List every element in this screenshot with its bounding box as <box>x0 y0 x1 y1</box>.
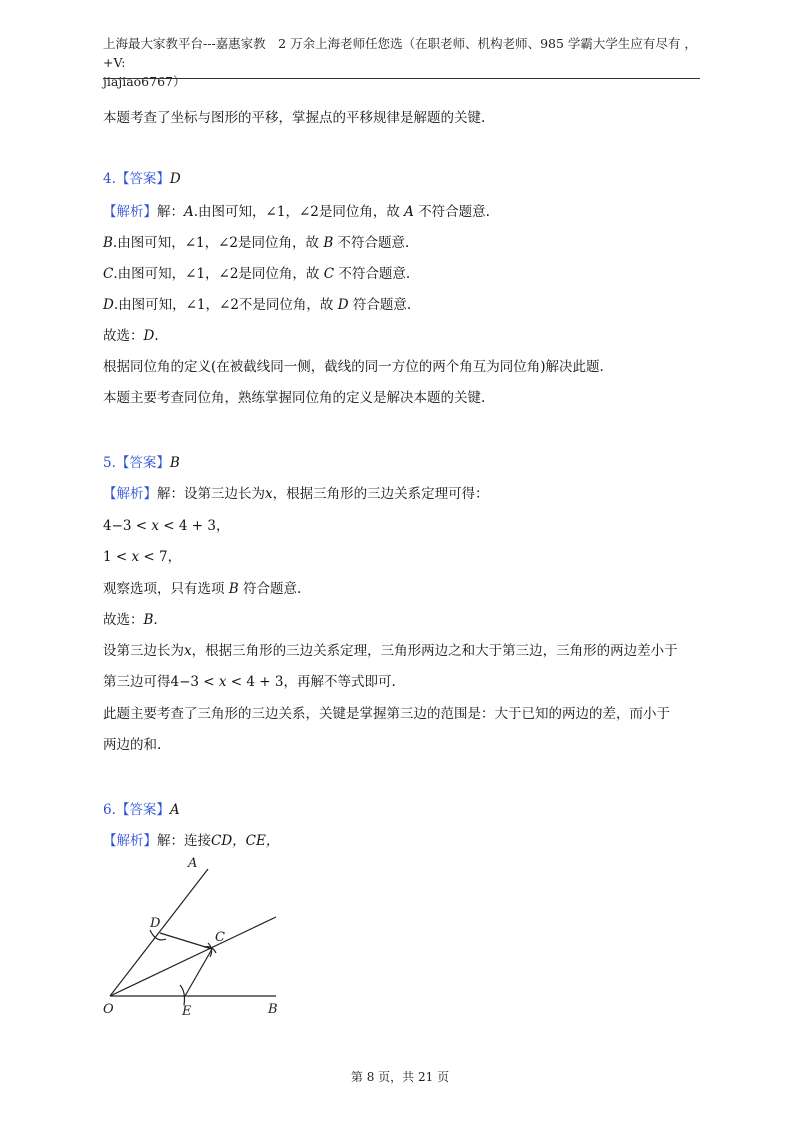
q5-m2-var: x <box>218 674 227 690</box>
q5-inequality-1 <box>103 514 229 534</box>
q4-reason: 根据同位角的定义(在被截线同一侧，截线的同一方位的两个角互为同位角)解决此题. <box>103 359 604 375</box>
q5-summary-line-2: 两边的和. <box>103 737 162 753</box>
label-D: D <box>150 916 161 931</box>
q5-method-line-1 <box>103 639 678 659</box>
q4-analysis-line-3 <box>103 262 410 282</box>
q6-answer-tag: 【答案】 <box>115 802 170 818</box>
q5-m1-end: ，根据三角形的三边关系定理，三角形两边之和大于第三边，三角形的两边差小于 <box>191 643 678 659</box>
q6-analysis-tag: 【解析】 <box>103 833 157 849</box>
q5-l1-var: x <box>265 486 273 502</box>
q4-l1-end: 不符合题意. <box>418 204 490 220</box>
q5-l1-pre: 解：设第三边长为 <box>157 486 265 502</box>
q6-answer: A <box>169 802 180 818</box>
q5-answer-tag: 【答案】 <box>115 455 170 471</box>
page-header <box>103 34 699 91</box>
q5-ineq1-var: x <box>151 518 160 534</box>
segment-EC <box>185 949 212 996</box>
q4-l3-mid: .由图可知，∠1，∠2是同位角，故 <box>113 266 320 282</box>
q4-l2-letter2: B <box>323 235 334 251</box>
q5-observe-end: 符合题意. <box>243 581 302 597</box>
q6-answer-line <box>103 798 180 818</box>
q4-answer-tag: 【答案】 <box>115 171 170 187</box>
q4-choose-letter: D <box>143 328 155 344</box>
label-E: E <box>182 1004 192 1019</box>
q4-l1-mid: .由图可知，∠1，∠2是同位角，故 <box>193 204 400 220</box>
q5-observe-pre: 观察选项，只有选项 <box>103 581 225 597</box>
q5-ineq2-var: x <box>131 549 140 565</box>
q4-l1-letter: A <box>184 204 194 220</box>
arc-E <box>180 985 185 1005</box>
q4-l2-letter: B <box>103 235 113 251</box>
q4-analysis-line-2 <box>103 231 409 251</box>
header-line-2: jiajiao6767） <box>103 74 186 89</box>
page-footer: 第 8 页，共 21 页 <box>350 1070 450 1084</box>
q5-m2-pre: 第三边可得4−3 < <box>103 674 219 690</box>
q4-choose-line <box>103 324 159 344</box>
q5-m1-pre: 设第三边长为 <box>103 643 184 659</box>
q5-answer-line <box>103 451 180 471</box>
prev-summary: 本题考查了坐标与图形的平移，掌握点的平移规律是解题的关键. <box>103 110 486 126</box>
geometry-figure <box>100 855 300 1020</box>
arc-D <box>150 930 166 940</box>
q4-l3-letter2: C <box>323 266 335 282</box>
q5-observe-letter: B <box>228 581 239 597</box>
q4-choose-end: . <box>154 328 159 344</box>
q5-m1-var: x <box>184 643 192 659</box>
q6-l1-math: CD，CE， <box>211 833 280 849</box>
q4-l4-mid: .由图可知，∠1，∠2不是同位角，故 <box>113 297 334 313</box>
q4-answer-line <box>103 167 181 187</box>
q5-ineq1-b: < 4 + 3， <box>159 518 230 534</box>
q5-inequality-2 <box>103 545 181 565</box>
ray-OC <box>110 917 276 996</box>
label-O: O <box>103 1002 114 1017</box>
q5-ineq2-b: < 7， <box>139 549 182 565</box>
q4-number: 4. <box>103 171 116 187</box>
q4-analysis-tag: 【解析】 <box>103 204 157 220</box>
q5-observe <box>103 577 301 597</box>
q4-l4-letter2: D <box>337 297 349 313</box>
header-divider <box>103 78 700 79</box>
ray-OA <box>110 869 208 996</box>
q4-l2-end: 不符合题意. <box>337 235 410 251</box>
label-C: C <box>215 930 225 945</box>
q5-choose-line <box>103 608 158 628</box>
q5-answer: B <box>169 455 180 471</box>
q4-l3-end: 不符合题意. <box>338 266 411 282</box>
q5-analysis-tag: 【解析】 <box>103 486 157 502</box>
q6-number: 6. <box>103 802 116 818</box>
q5-choose-end: . <box>153 612 158 628</box>
q5-analysis-line-1 <box>103 482 489 502</box>
q4-analysis-line-4 <box>103 293 411 313</box>
q5-summary-line-1: 此题主要考查了三角形的三边关系，关键是掌握第三边的范围是：大于已知的两边的差，而小于 <box>103 706 670 722</box>
q5-l1-end: ，根据三角形的三边关系定理可得： <box>272 486 489 502</box>
q4-choose-pre: 故选： <box>103 328 144 344</box>
q5-number: 5. <box>103 455 116 471</box>
q5-ineq2-a: 1 < <box>103 549 132 565</box>
q4-l1-letter2: A <box>404 204 414 220</box>
header-line-1: 上海最大家教平台---嘉惠家教 2 万余上海老师任您选（在职老师、机构老师、985 学霸大学生应有尽有 ，+V: <box>103 36 697 70</box>
q4-l2-mid: .由图可知，∠1，∠2是同位角，故 <box>112 235 320 251</box>
q4-l3-letter: C <box>103 266 114 282</box>
q5-m2-end: < 4 + 3，再解不等式即可. <box>226 674 396 690</box>
q4-summary: 本题主要考查同位角，熟练掌握同位角的定义是解决本题的关键. <box>103 390 486 406</box>
q4-l4-letter: D <box>103 297 114 313</box>
q5-ineq1-a: 4−3 < <box>103 518 152 534</box>
q6-analysis-line-1 <box>103 829 279 849</box>
q4-answer: D <box>169 171 181 187</box>
q5-choose-pre: 故选： <box>103 612 144 628</box>
label-B: B <box>268 1002 278 1017</box>
q5-choose-letter: B <box>143 612 154 628</box>
q6-l1-pre: 解：连接 <box>157 833 211 849</box>
q4-l4-end: 符合题意. <box>352 297 412 313</box>
q4-analysis-line-1 <box>103 200 490 220</box>
q5-method-line-2 <box>103 670 396 690</box>
label-A: A <box>188 856 198 871</box>
q4-l1-pre: 解： <box>157 204 184 220</box>
